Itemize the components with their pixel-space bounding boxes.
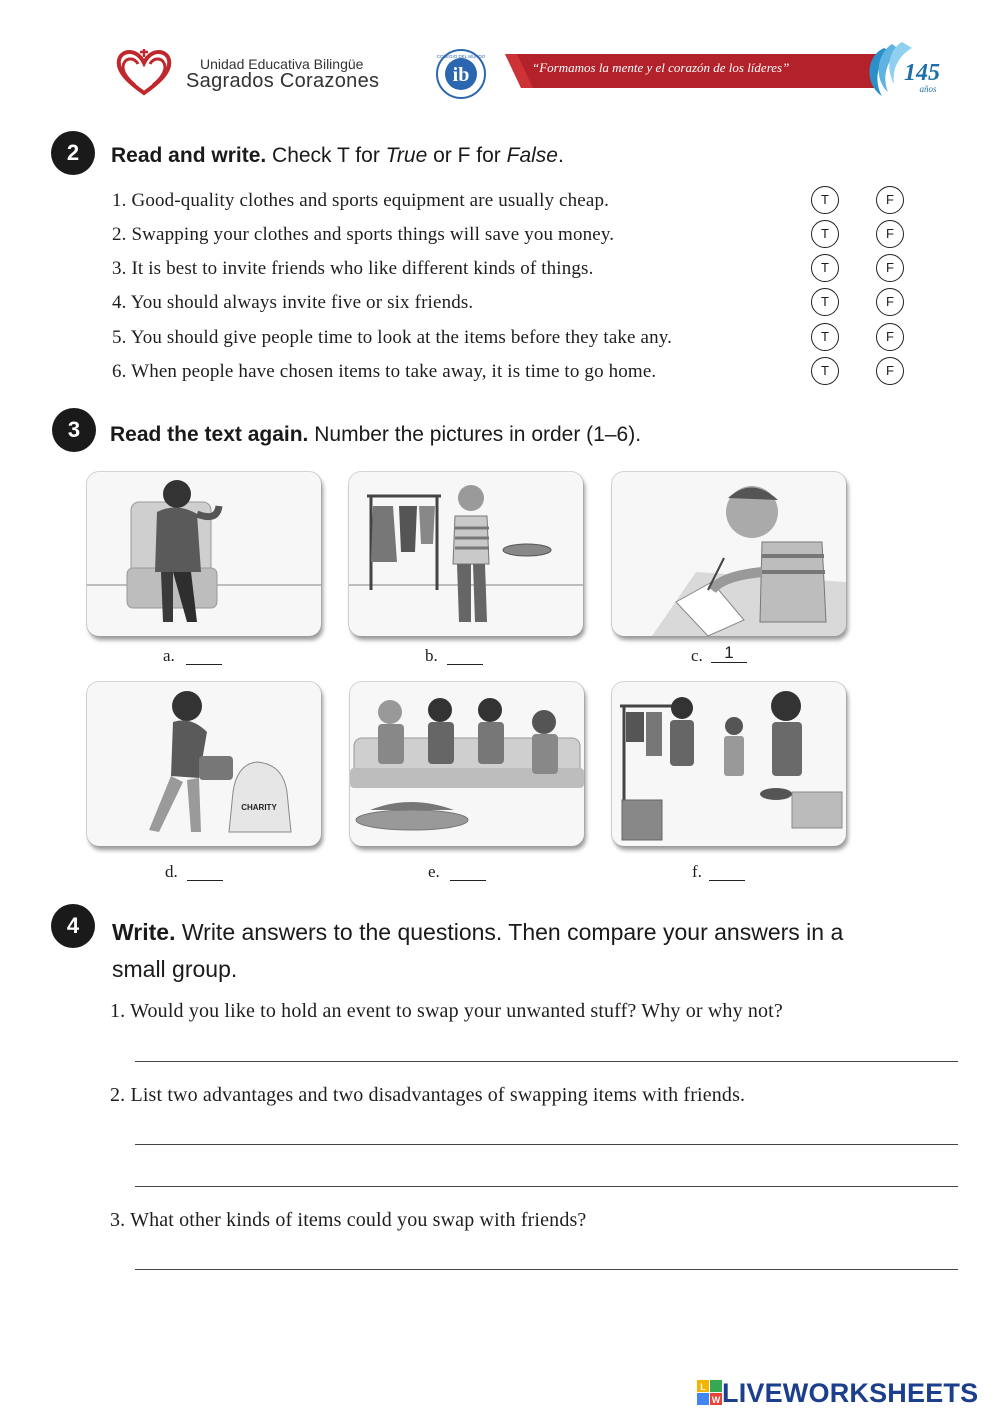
false-option[interactable]: F [876,323,904,351]
exercise-2-title-pre: Check T for [266,144,386,167]
statement-text: 2. Swapping your clothes and sports things will save you money. [112,224,615,245]
ib-ring-text: COLEGIO DEL MUNDO [436,54,486,59]
true-false-row [112,357,912,387]
liveworksheets-logo-icon [697,1380,723,1406]
logo-letter-w: W [711,1395,721,1405]
picture-c-label: c. [691,646,703,665]
question-2-answer-line-1[interactable] [135,1117,958,1145]
statement-text: 6. When people have chosen items to take away, it is time to go home. [112,361,657,382]
picture-b-order-input[interactable] [447,645,483,665]
exercise-3-title-rest: Number the pictures in order (1–6). [308,423,642,446]
statement-text: 5. You should give people time to look at the items before they take any. [112,327,673,348]
school-hearts-logo-icon [113,45,175,97]
exercise-2-title-false: False [506,144,558,167]
picture-d-label: d. [165,862,178,881]
picture-a-girl-on-chair [87,472,321,636]
picture-f-label: f. [692,862,702,881]
true-false-row [112,288,912,318]
exercise-2-title-true: True [385,144,428,167]
question-1-text: 1. Would you like to hold an event to swap your unwanted stuff? Why or why not? [110,1000,783,1022]
false-option[interactable]: F [876,186,904,214]
picture-a-order-input[interactable] [186,645,222,665]
liveworksheets-brand[interactable]: LIVEWORKSHEETS [722,1378,979,1408]
true-false-row [112,254,912,284]
exercise-2-title-end: . [557,144,564,167]
question-1-answer-line[interactable] [135,1034,958,1062]
ib-world-school-logo-icon [430,48,492,100]
statement-text: 3. It is best to invite friends who like different kinds of things. [112,258,594,279]
true-option[interactable]: T [811,186,839,214]
anniversary-number: 145 [904,60,940,86]
exercise-4-title-line1 [112,919,843,946]
question-3-answer-line[interactable] [135,1242,958,1270]
picture-b-label: b. [425,646,438,665]
page-header [0,0,1000,115]
true-option[interactable]: T [811,323,839,351]
false-option[interactable]: F [876,254,904,282]
true-false-row [112,220,912,250]
school-name-line1: Unidad Educativa Bilingüe [200,56,364,72]
anniversary-word: años [919,84,937,94]
true-false-row [112,323,912,353]
false-option[interactable]: F [876,288,904,316]
anniversary-145-logo-icon [862,40,952,104]
true-option[interactable]: T [811,254,839,282]
picture-b-boy-with-clothes-rack [349,472,583,636]
true-option[interactable]: T [811,220,839,248]
exercise-2-title [111,144,564,168]
exercise-2-title-mid: or F for [427,144,507,167]
exercise-3-title-bold: Read the text again. [110,423,309,446]
picture-e-label: e. [428,862,440,881]
exercise-4-title-line2: small group. [112,956,238,982]
exercise-3-number-badge: 3 [52,408,96,452]
exercise-4-title-rest: Write answers to the questions. Then compare your answers in a [175,919,844,945]
false-option[interactable]: F [876,357,904,385]
ib-letters: ib [452,64,470,86]
logo-letter-l: L [700,1382,706,1392]
exercise-3-title [110,423,641,447]
school-motto: “Formamos la mente y el corazón de los líderes” [532,60,790,75]
picture-f-order-input[interactable] [709,861,745,881]
exercise-4-number-badge: 4 [51,904,95,948]
statement-text: 1. Good-quality clothes and sports equipment are usually cheap. [112,190,609,211]
true-false-row [112,186,912,216]
school-name-line2: Sagrados Corazones [186,70,380,92]
picture-d-girl-with-charity-bag [87,682,321,846]
picture-e-order-input[interactable] [450,861,486,881]
true-option[interactable]: T [811,288,839,316]
picture-e-friends-on-sofa [350,682,584,846]
picture-a-label: a. [163,646,175,665]
exercise-4-title-bold: Write. [112,919,176,945]
charity-bag-text: CHARITY [241,803,277,812]
true-option[interactable]: T [811,357,839,385]
question-2-answer-line-2[interactable] [135,1159,958,1187]
picture-f-swap-event [612,682,846,846]
statement-text: 4. You should always invite five or six friends. [112,292,474,313]
picture-d-order-input[interactable] [187,861,223,881]
exercise-2-number-badge: 2 [51,131,95,175]
question-2-text: 2. List two advantages and two disadvantages of swapping items with friends. [110,1084,746,1106]
exercise-2-title-bold: Read and write. [111,144,267,167]
question-3-text: 3. What other kinds of items could you swap with friends? [110,1209,587,1231]
false-option[interactable]: F [876,220,904,248]
picture-c-order-input[interactable] [711,643,747,663]
picture-c-boy-writing [612,472,846,636]
